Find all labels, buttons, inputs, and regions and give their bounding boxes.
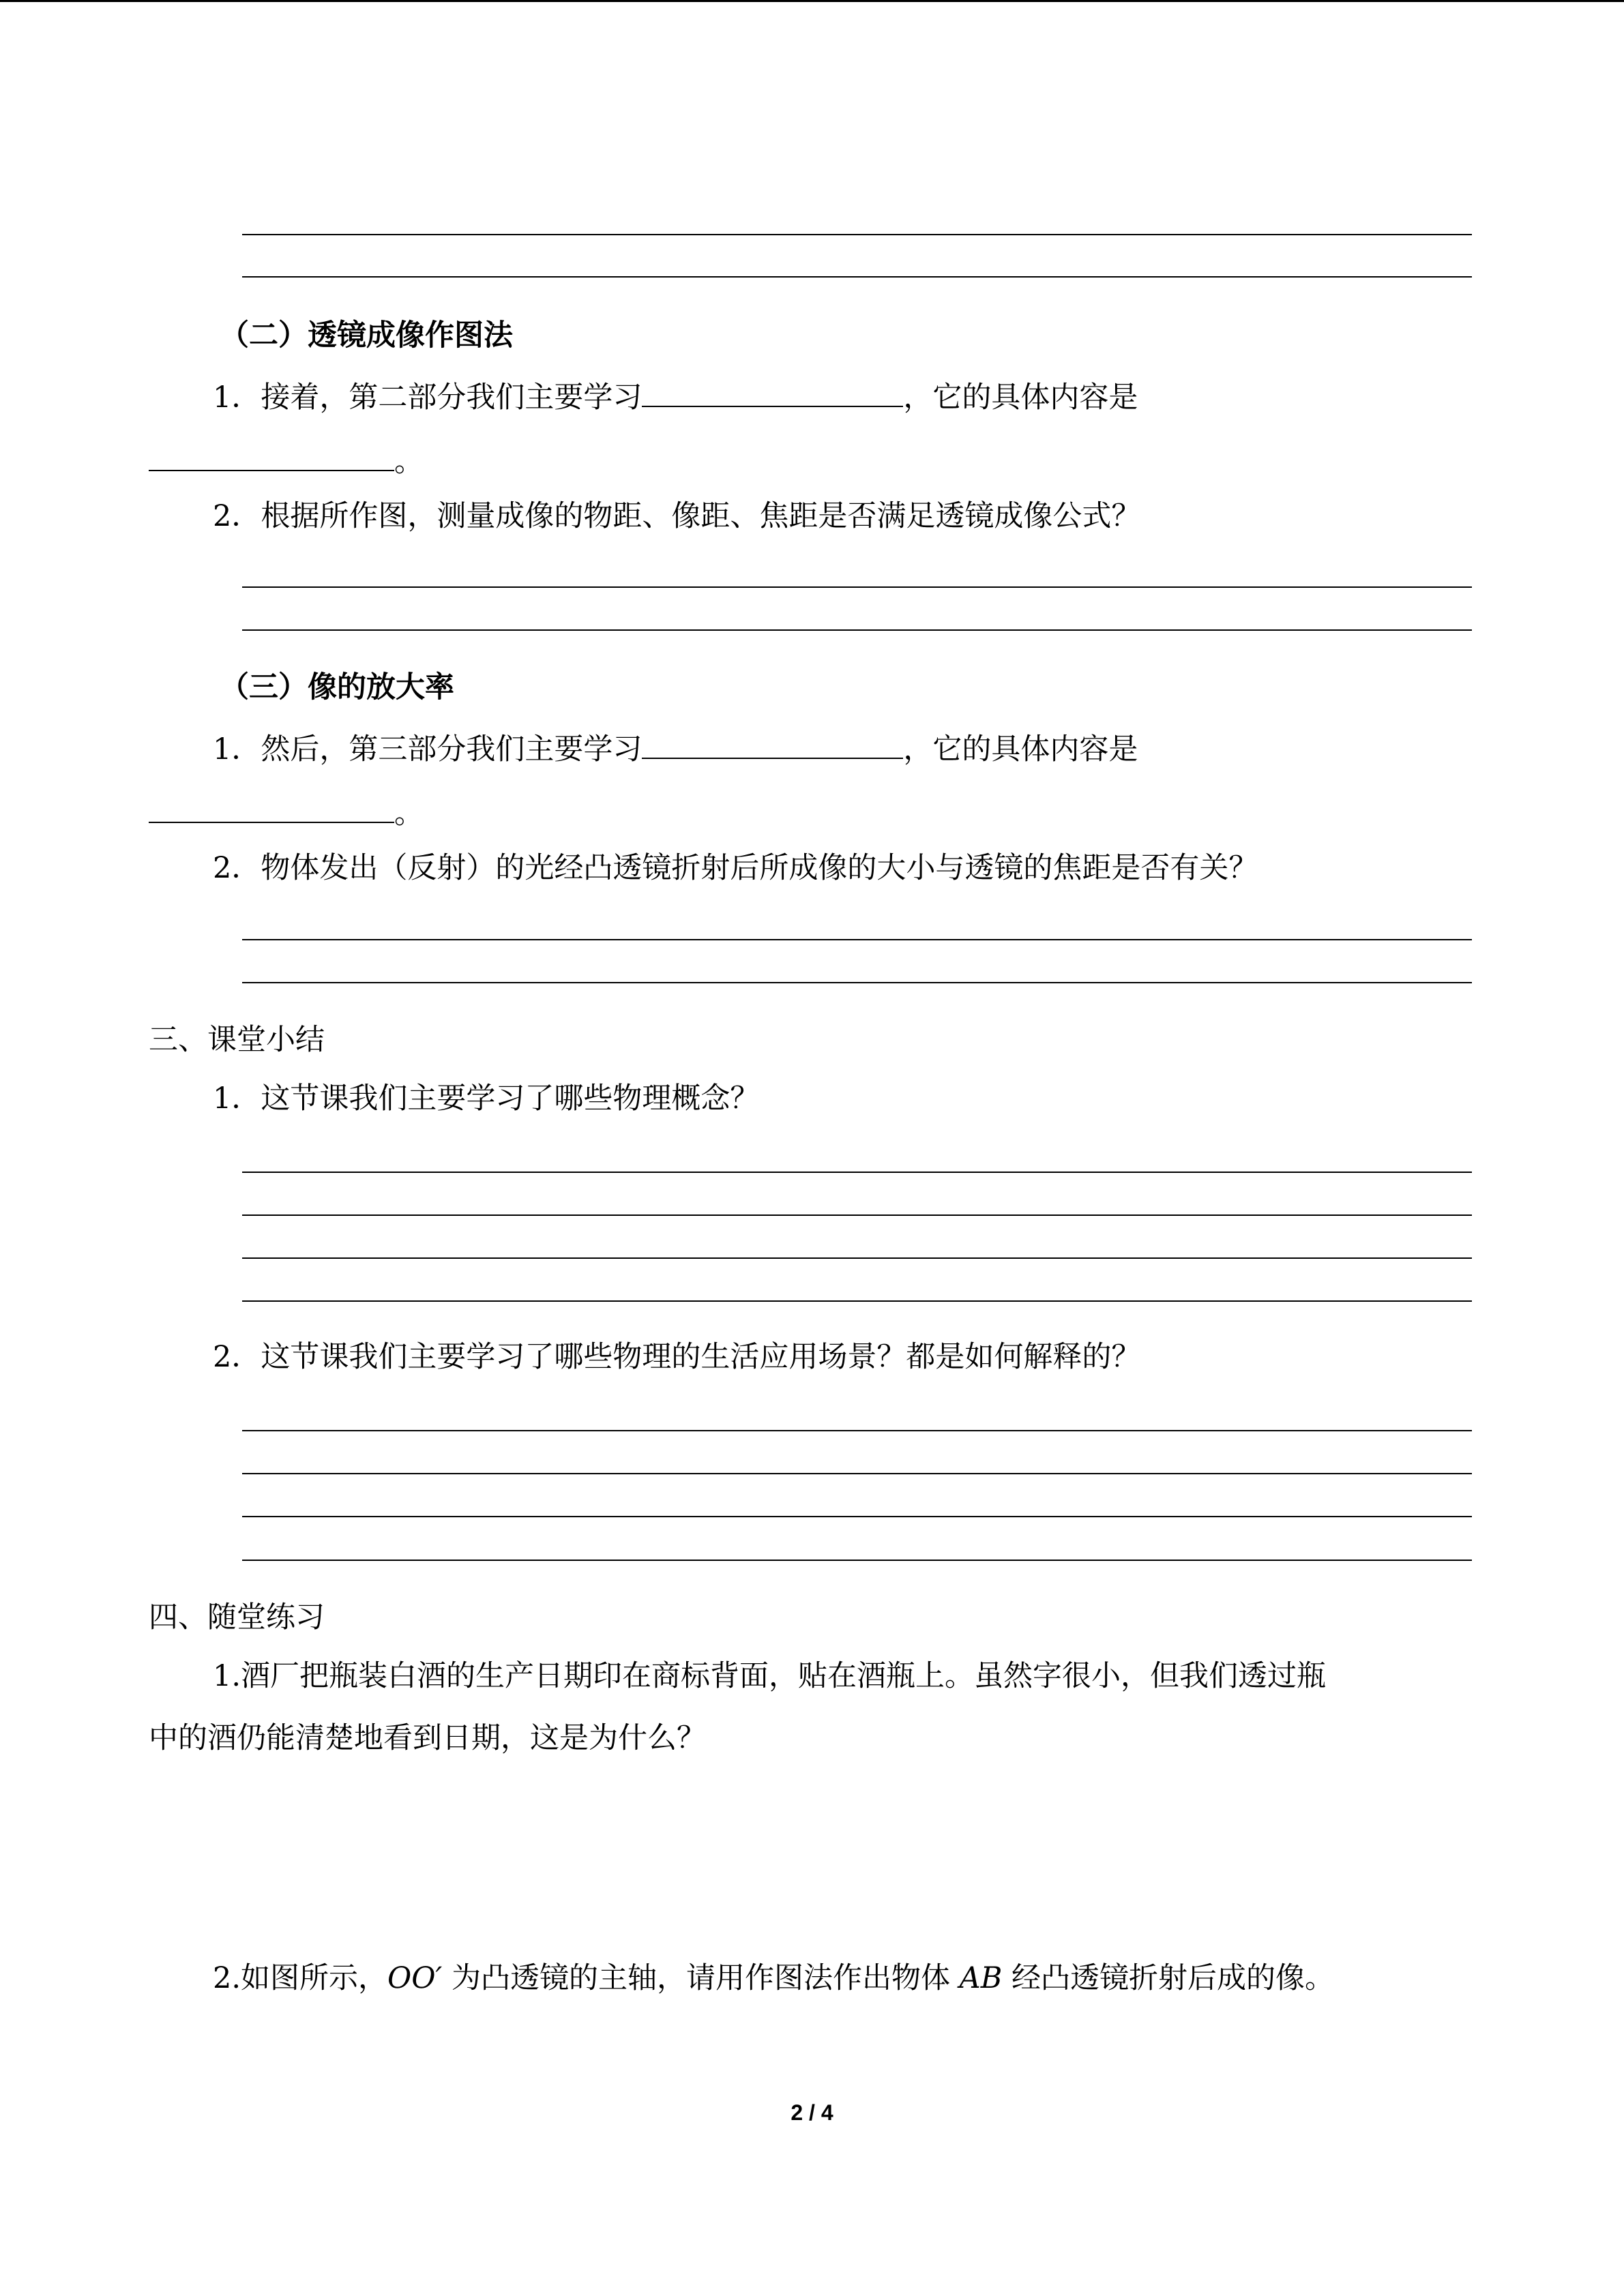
answer-line[interactable] [242, 1560, 1472, 1561]
answer-line[interactable] [242, 982, 1472, 983]
page-number: 2 / 4 [791, 2100, 833, 2125]
answer-line[interactable] [242, 1300, 1472, 1302]
practice-question-2: 2.如图所示，OO′ 为凸透镜的主轴，请用作图法作出物体 AB 经凸透镜折射后成的像。 [213, 1961, 1334, 1995]
practice-question-1-line-2: 中的酒仍能清楚地看到日期，这是为什么？ [149, 1721, 706, 1755]
answer-line[interactable] [242, 629, 1472, 631]
section-2-question-1-cont: 。 [149, 440, 424, 481]
question-text: ，它的具体内容是 [903, 381, 1138, 415]
section-3-title: （三）像的放大率 [220, 670, 454, 704]
answer-line[interactable] [242, 1516, 1472, 1517]
section-2-title: （二）透镜成像作图法 [220, 318, 513, 353]
answer-line[interactable] [242, 1473, 1472, 1474]
object-label: AB [959, 1961, 1003, 1995]
fill-blank[interactable] [642, 728, 903, 759]
section-2-question-2: 2．根据所作图，测量成像的物距、像距、焦距是否满足透镜成像公式？ [213, 499, 1141, 533]
answer-line[interactable] [242, 1257, 1472, 1259]
practice-question-1-line-1: 1.酒厂把瓶装白酒的生产日期印在商标背面，贴在酒瓶上。虽然字很小，但我们透过瓶 [213, 1659, 1327, 1693]
summary-question-2: 2．这节课我们主要学习了哪些物理的生活应用场景？都是如何解释的？ [213, 1340, 1141, 1374]
fill-blank[interactable] [642, 376, 903, 407]
question-text: 然后，第三部分我们主要学习 [261, 732, 643, 766]
section-3-question-1-cont: 。 [149, 792, 424, 833]
answer-line[interactable] [242, 1172, 1472, 1173]
question-text: ，它的具体内容是 [903, 732, 1138, 766]
answer-line[interactable] [242, 586, 1472, 588]
answer-line[interactable] [242, 1430, 1472, 1431]
summary-question-1: 1．这节课我们主要学习了哪些物理概念？ [213, 1082, 760, 1116]
answer-line[interactable] [242, 1214, 1472, 1216]
fill-blank[interactable] [149, 440, 394, 471]
practice-title: 四、随堂练习 [149, 1600, 325, 1635]
section-3-question-1 [213, 728, 1138, 769]
question-number: 1． [213, 381, 261, 415]
answer-line[interactable] [242, 234, 1472, 235]
summary-title: 三、课堂小结 [149, 1023, 325, 1057]
page-top-border [0, 0, 1624, 2]
section-3-question-2: 2．物体发出（反射）的光经凸透镜折射后所成像的大小与透镜的焦距是否有关？ [213, 851, 1258, 885]
answer-line[interactable] [242, 276, 1472, 278]
section-2-question-1 [213, 376, 1138, 417]
question-text: 接着，第二部分我们主要学习 [261, 381, 643, 415]
lens-axis-label: OO′ [387, 1961, 443, 1995]
question-number: 1． [213, 732, 261, 766]
fill-blank[interactable] [149, 792, 394, 823]
answer-line[interactable] [242, 939, 1472, 940]
